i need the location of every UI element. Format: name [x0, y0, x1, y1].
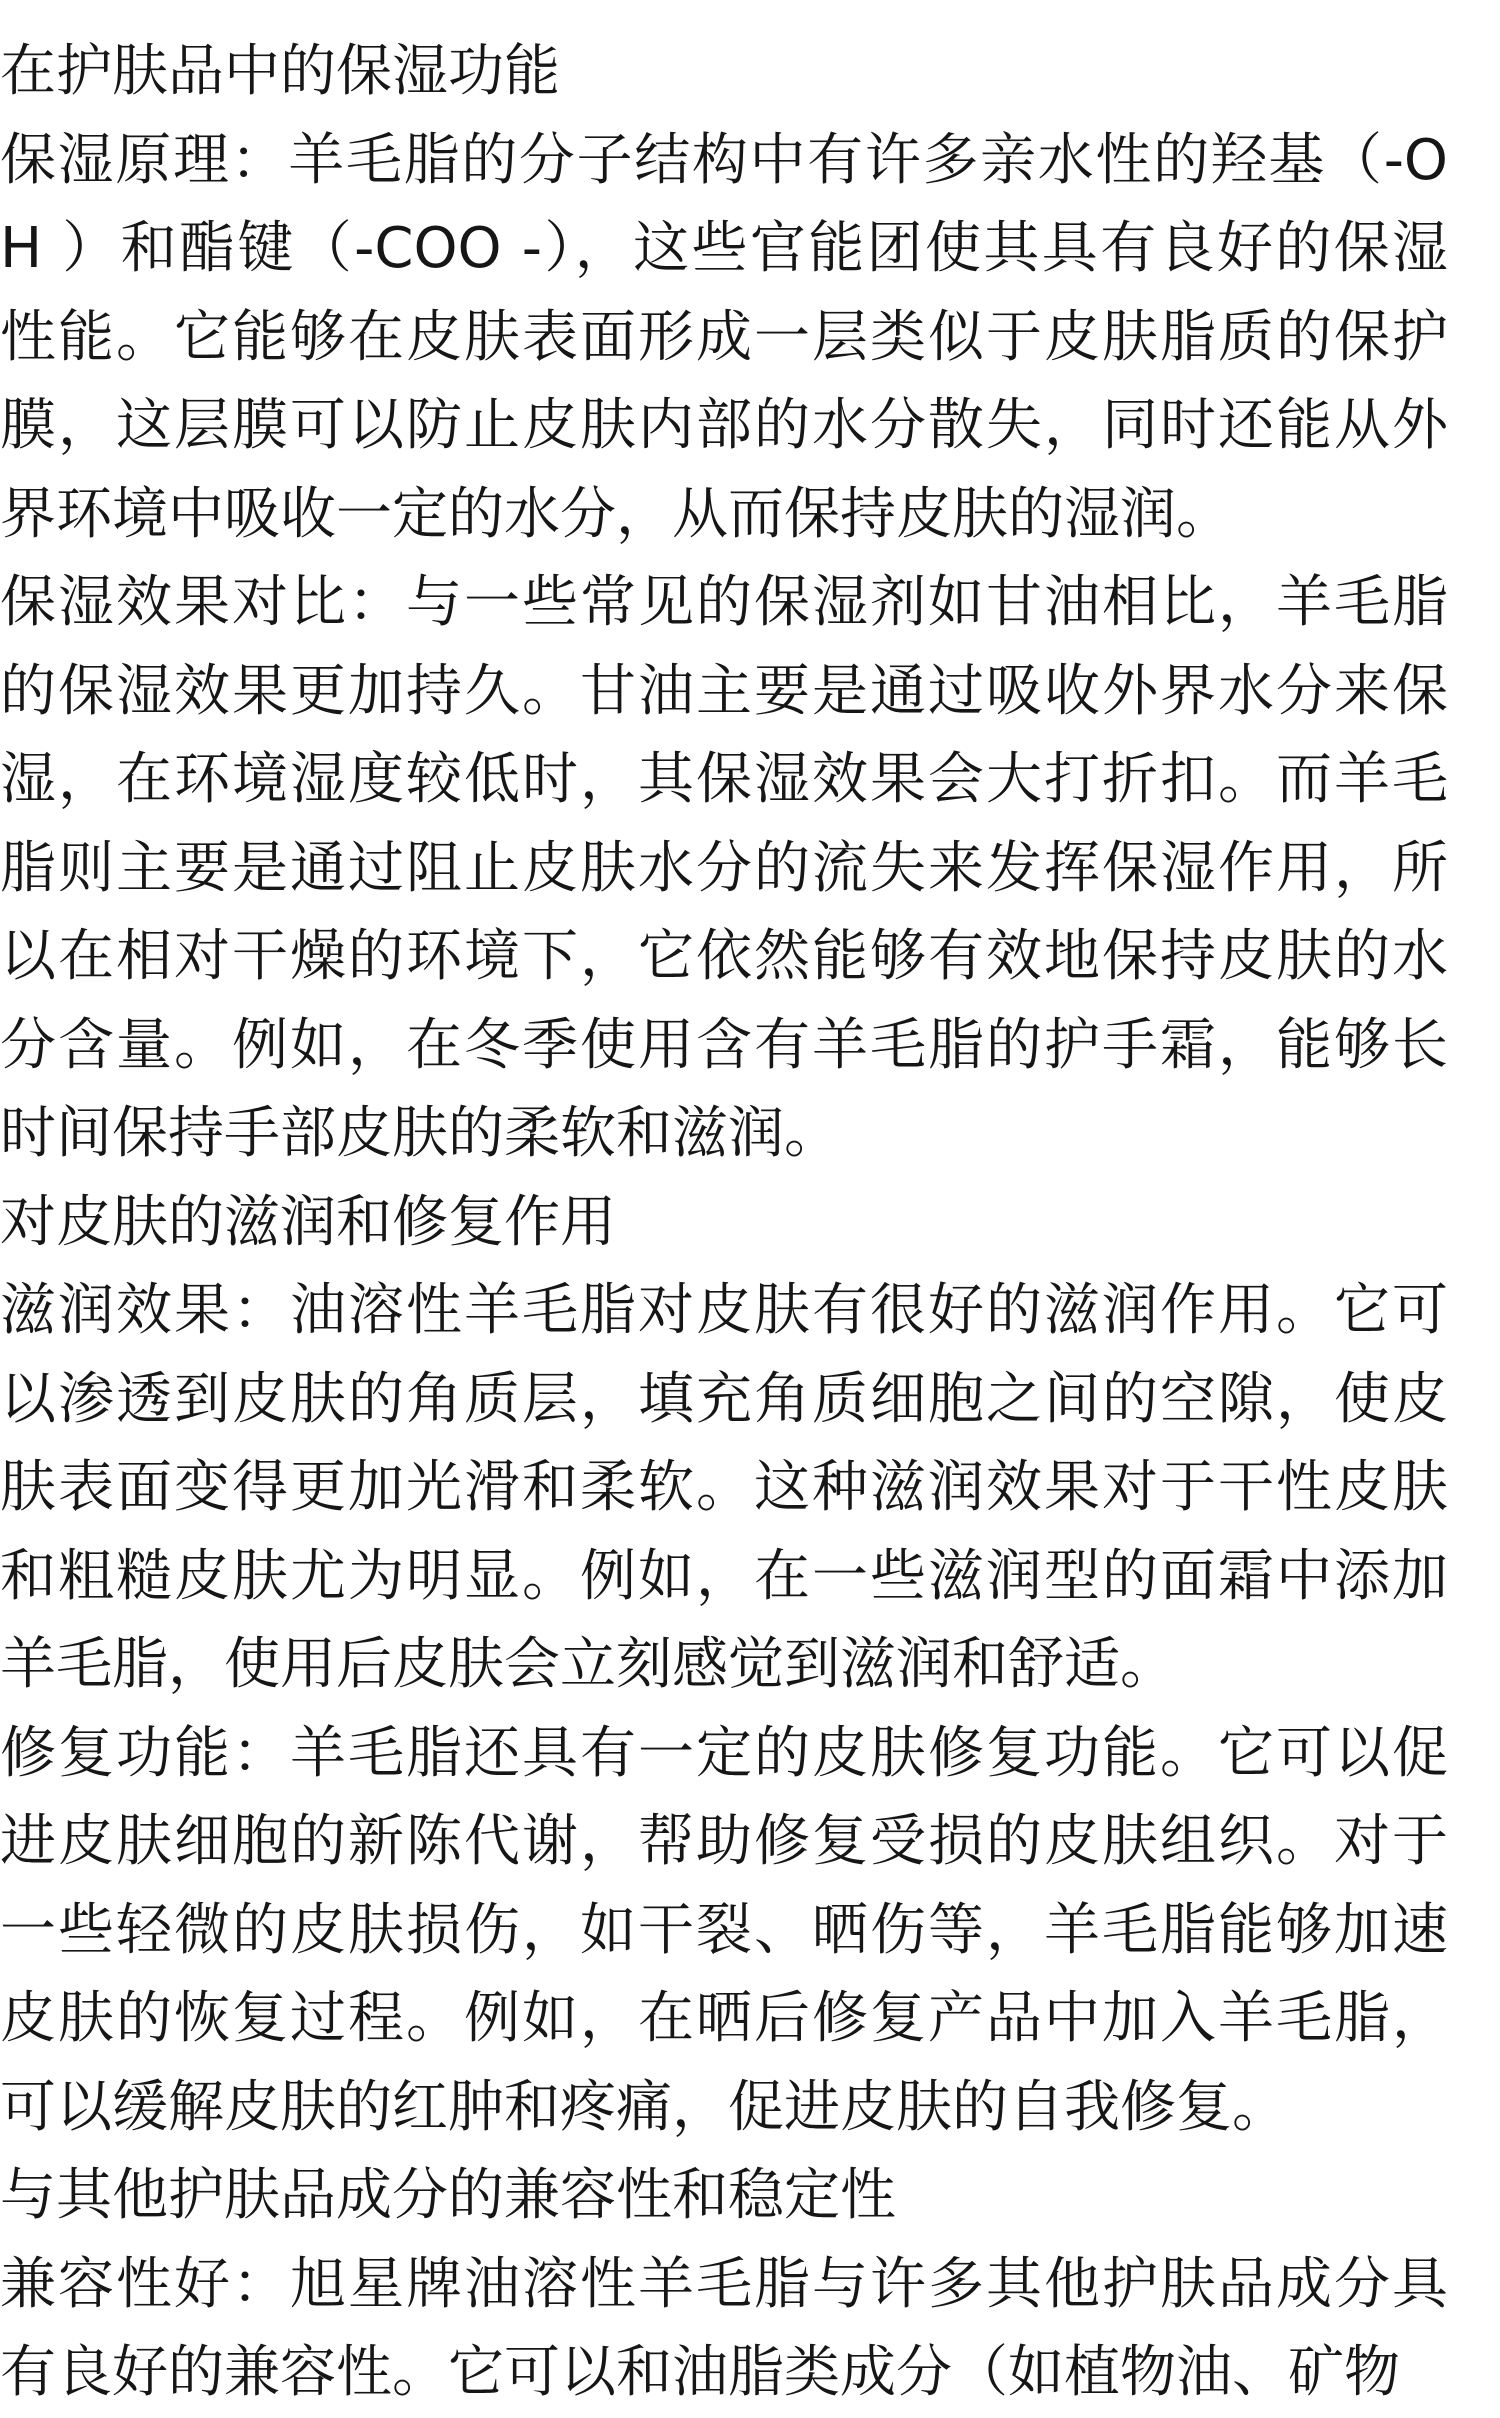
paragraph-moisturizing-comparison: 保湿效果对比：与一些常见的保湿剂如甘油相比，羊毛脂的保湿效果更加持久。甘油主要是通过吸收外界水分来保湿，在环境湿度较低时，其保湿效果会大打折扣。而羊毛脂则主要是通过阻止皮肤水分的流失来发挥保湿作用，所以在相对干燥的环境下，它依然能够有效地保持皮肤的水分含量。例如，在冬季使用含有羊毛脂的护手霜，能够长时间保持手部皮肤的柔软和滋润。 — [0, 570, 1448, 1166]
section-heading-nourishing-repair: 对皮肤的滋润和修复作用 — [0, 1189, 616, 1255]
paragraph-repair-function: 修复功能：羊毛脂还具有一定的皮肤修复功能。它可以促进皮肤细胞的新陈代谢，帮助修复受损的皮肤组织。对于一些轻微的皮肤损伤，如干裂、晒伤等，羊毛脂能够加速皮肤的恢复过程。例如，在晒后修复产品中加入羊毛脂，可以缓解皮肤的红肿和疼痛，促进皮肤的自我修复。 — [0, 1720, 1448, 2140]
section-heading-moisturizing: 在护肤品中的保湿功能 — [0, 39, 560, 104]
paragraph-moisturizing-principle: 保湿原理：羊毛脂的分子结构中有许多亲水性的羟基（-OH ）和酯键（-COO -），这些官能团使其具有良好的保湿性能。它能够在皮肤表面形成一层类似于皮肤脂质的保护膜，这层膜可以防止皮肤内部的水分散失，同时还能从外界环境中吸收一定的水分，从而保持皮肤的湿润。 — [0, 127, 1448, 547]
paragraph-compatibility: 兼容性好：旭星牌油溶性羊毛脂与许多其他护肤品成分具有良好的兼容性。它可以和油脂类成分（如植物油、矿物 — [0, 2251, 1448, 2405]
paragraph-nourishing-effect: 滋润效果：油溶性羊毛脂对皮肤有很好的滋润作用。它可以渗透到皮肤的角质层，填充角质细胞之间的空隙，使皮肤表面变得更加光滑和柔软。这种滋润效果对于干性皮肤和粗糙皮肤尤为明显。例如，在一些滋润型的面霜中添加羊毛脂，使用后皮肤会立刻感觉到滋润和舒适。 — [0, 1278, 1448, 1697]
section-heading-compatibility: 与其他护肤品成分的兼容性和稳定性 — [0, 2163, 896, 2228]
document-body — [0, 28, 1448, 2418]
